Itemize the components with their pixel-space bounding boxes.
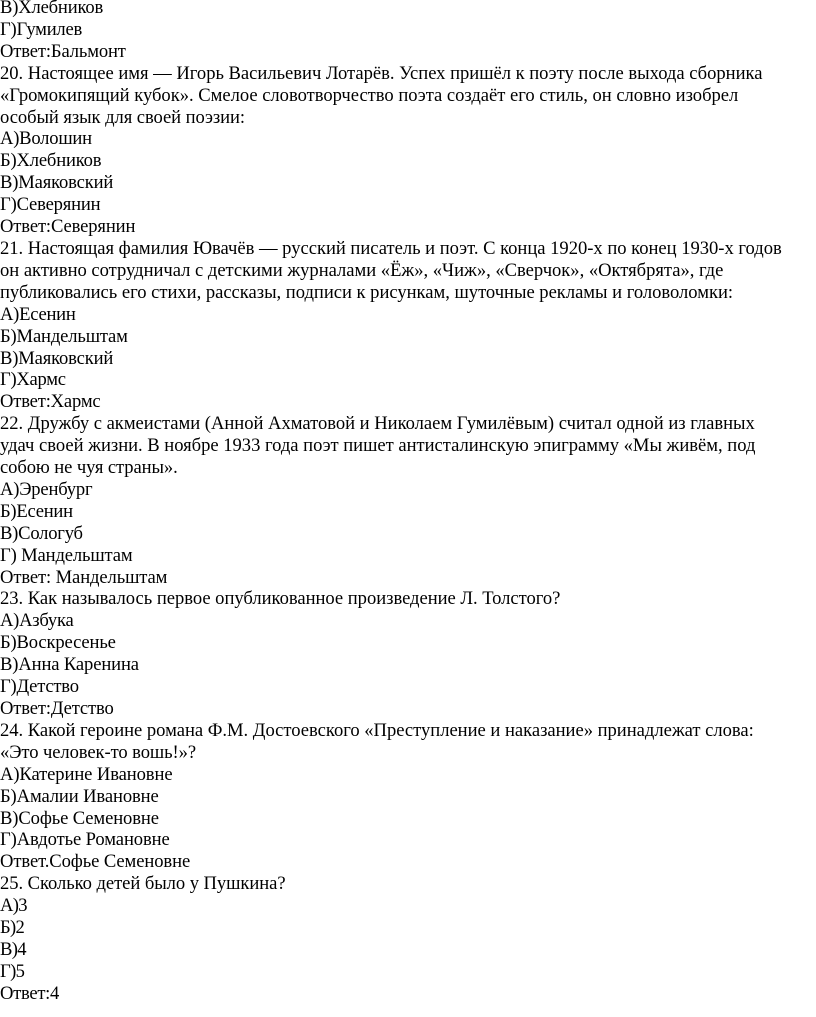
document-text-line: Ответ:Северянин [0, 216, 136, 238]
document-text-line: он активно сотрудничал с детскими журналами «Ёж», «Чиж», «Сверчок», «Октябрята», где [0, 259, 724, 281]
document-text-line: Б)2 [0, 917, 25, 939]
document-text-line: публиковались его стихи, рассказы, подписи к рисункам, шуточные рекламы и головоломки: [0, 281, 734, 303]
document-text-line: Б)Мандельштам [0, 325, 128, 347]
document-text-line: Г)Хармс [0, 369, 66, 391]
document-text-line: А)3 [0, 895, 27, 917]
document-text-line: В)Сологуб [0, 522, 83, 544]
document-text-line: Б)Воскресенье [0, 632, 116, 654]
document-text-line: Г)Авдотье Романовне [0, 829, 170, 851]
document-text-line: Г)Гумилев [0, 18, 83, 40]
document-text-line: 20. Настоящее имя — Игорь Васильевич Лотарёв. Успех пришёл к поэту после выхода сборника [0, 62, 763, 84]
document-text-line: Г) Мандельштам [0, 544, 133, 566]
document-text-line: Ответ.Софье Семеновне [0, 851, 191, 873]
document-text-line: собою не чуя страны». [0, 457, 178, 479]
document-text-line: Ответ:Бальмонт [0, 40, 126, 62]
document-text-line: 21. Настоящая фамилия Ювачёв — русский писатель и поэт. С конца 1920-х по конец 1930-х годов [0, 237, 782, 259]
document-text-line: особый язык для своей поэзии: [0, 106, 246, 128]
document-text-line: А)Азбука [0, 610, 74, 632]
document-text-line: В)Софье Семеновне [0, 807, 159, 829]
document-text-line: удач своей жизни. В ноябре 1933 года поэт пишет антисталинскую эпиграмму «Мы живём, под [0, 435, 756, 457]
document-text-line: «Это человек-то вошь!»? [0, 741, 197, 763]
document-text-line: А)Эренбург [0, 478, 93, 500]
document-text-line: Г)5 [0, 960, 25, 982]
document-text-line: 23. Как называлось первое опубликованное произведение Л. Толстого? [0, 588, 561, 610]
document-text-line: Б)Амалии Ивановне [0, 785, 159, 807]
document-text-line: Г)Детство [0, 676, 79, 698]
document-text-line: Б)Есенин [0, 500, 73, 522]
document-text-line: 25. Сколько детей было у Пушкина? [0, 873, 286, 895]
document-text-line: Ответ:Хармс [0, 391, 101, 413]
document-text-line: Ответ:4 [0, 982, 60, 1004]
document-text-line: А)Есенин [0, 303, 76, 325]
document-text-line: 24. Какой героине романа Ф.М. Достоевского «Преступление и наказание» принадлежат слова: [0, 719, 754, 741]
document-text-line: В)4 [0, 938, 26, 960]
document-text-line: Г)Северянин [0, 194, 101, 216]
document-text-line: В)Маяковский [0, 172, 114, 194]
document-text-line: «Громокипящий кубок». Смелое словотворчество поэта создаёт его стиль, он словно изобрел [0, 84, 739, 106]
document-text-line: Ответ: Мандельштам [0, 566, 168, 588]
document-text-line: Б)Хлебников [0, 150, 102, 172]
document-text-line: Ответ:Детство [0, 698, 114, 719]
document-text-line: 22. Дружбу с акмеистами (Анной Ахматовой и Николаем Гумилёвым) считал одной из главных [0, 413, 755, 435]
document-text-line: В)Маяковский [0, 347, 114, 369]
document-text-line: В)Анна Каренина [0, 654, 139, 676]
document-text-line: А)Катерине Ивановне [0, 763, 173, 785]
document-text-line: А)Волошин [0, 128, 92, 150]
document-text-line: В)Хлебников [0, 0, 104, 18]
